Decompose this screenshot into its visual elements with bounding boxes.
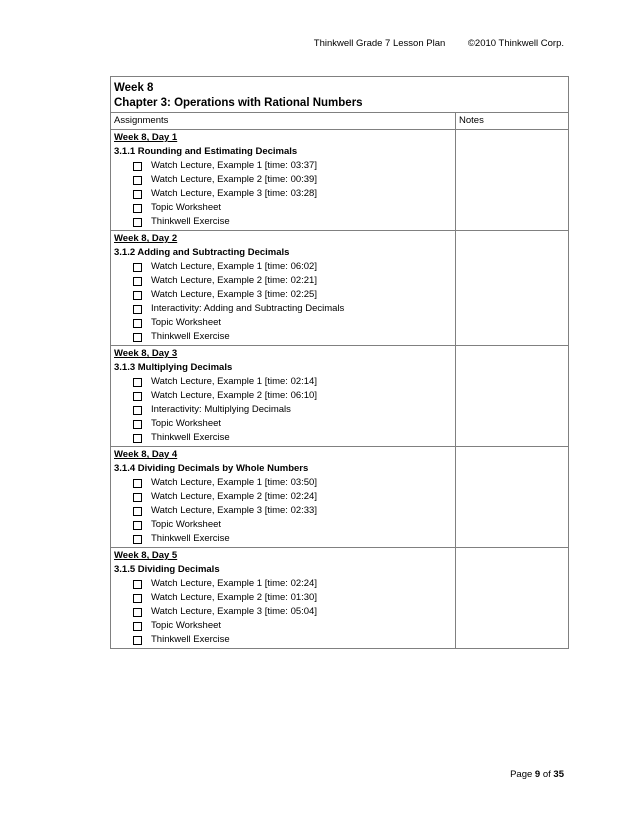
assignment-list: [114, 476, 452, 546]
chapter-title: Chapter 3: Operations with Rational Numbers: [114, 97, 363, 109]
assignment-label: Watch Lecture, Example 3 [time: 03:28]: [151, 188, 317, 199]
day-notes-cell: [456, 548, 569, 649]
day-notes-cell: [456, 346, 569, 447]
topic-title: 3.1.4 Dividing Decimals by Whole Numbers: [114, 463, 309, 474]
topic-title: 3.1.1 Rounding and Estimating Decimals: [114, 146, 298, 157]
assignment-label: Watch Lecture, Example 2 [time: 00:39]: [151, 174, 317, 185]
assignment-item: [133, 274, 452, 288]
assignment-label: Watch Lecture, Example 2 [time: 02:24]: [151, 491, 317, 502]
assignment-label: Watch Lecture, Example 1 [time: 03:50]: [151, 477, 317, 488]
checkbox-icon[interactable]: [133, 521, 142, 530]
topic-title: 3.1.5 Dividing Decimals: [114, 564, 220, 575]
checkbox-icon[interactable]: [133, 190, 142, 199]
assignment-item: [133, 633, 452, 647]
assignment-item: [133, 173, 452, 187]
assignment-list: [114, 375, 452, 445]
page-number: 9: [534, 769, 541, 780]
assignment-item: [133, 431, 452, 445]
assignment-label: Watch Lecture, Example 3 [time: 02:33]: [151, 505, 317, 516]
assignment-item: [133, 330, 452, 344]
assignment-label: Topic Worksheet: [151, 418, 222, 429]
checkbox-icon[interactable]: [133, 204, 142, 213]
assignment-item: [133, 577, 452, 591]
checkbox-icon[interactable]: [133, 507, 142, 516]
assignment-label: Watch Lecture, Example 3 [time: 02:25]: [151, 289, 317, 300]
checkbox-icon[interactable]: [133, 434, 142, 443]
assignment-item: [133, 215, 452, 229]
day-notes-cell: [456, 130, 569, 231]
assignment-item: [133, 375, 452, 389]
day-assignments-cell: [111, 447, 456, 548]
checkbox-icon[interactable]: [133, 263, 142, 272]
assignment-item: [133, 605, 452, 619]
day-title: Week 8, Day 3: [114, 348, 178, 359]
assignment-label: Watch Lecture, Example 3 [time: 05:04]: [151, 606, 317, 617]
assignment-item: [133, 504, 452, 518]
assignment-label: Thinkwell Exercise: [151, 216, 230, 227]
assignment-label: Topic Worksheet: [151, 202, 222, 213]
day-assignments-cell: [111, 548, 456, 649]
day-assignments-cell: [111, 231, 456, 346]
assignment-item: [133, 403, 452, 417]
week-header-cell: [111, 77, 569, 113]
day-assignments-cell: [111, 346, 456, 447]
checkbox-icon[interactable]: [133, 319, 142, 328]
assignment-item: [133, 619, 452, 633]
assignment-item: [133, 490, 452, 504]
day-assignments-cell: [111, 130, 456, 231]
checkbox-icon[interactable]: [133, 277, 142, 286]
notes-header: Notes: [456, 113, 569, 130]
day-title: Week 8, Day 4: [114, 449, 178, 460]
page-footer: [510, 769, 564, 780]
assignment-label: Thinkwell Exercise: [151, 634, 230, 645]
assignment-item: [133, 201, 452, 215]
checkbox-icon[interactable]: [133, 622, 142, 631]
copyright: ©2010 Thinkwell Corp.: [467, 38, 564, 49]
checkbox-icon[interactable]: [133, 392, 142, 401]
assignment-label: Thinkwell Exercise: [151, 432, 230, 443]
assignment-item: [133, 288, 452, 302]
checkbox-icon[interactable]: [133, 535, 142, 544]
assignment-list: [114, 577, 452, 647]
day-row: [111, 447, 569, 548]
assignments-header: Assignments: [111, 113, 456, 130]
checkbox-icon[interactable]: [133, 333, 142, 342]
assignment-label: Watch Lecture, Example 1 [time: 02:24]: [151, 578, 317, 589]
checkbox-icon[interactable]: [133, 594, 142, 603]
topic-title: 3.1.2 Adding and Subtracting Decimals: [114, 247, 290, 258]
assignment-label: Topic Worksheet: [151, 620, 222, 631]
assignment-label: Interactivity: Adding and Subtracting Decimals: [151, 303, 345, 314]
checkbox-icon[interactable]: [133, 479, 142, 488]
assignment-item: [133, 389, 452, 403]
day-title: Week 8, Day 2: [114, 233, 178, 244]
checkbox-icon[interactable]: [133, 378, 142, 387]
day-notes-cell: [456, 447, 569, 548]
doc-title: Thinkwell Grade 7 Lesson Plan: [313, 38, 446, 49]
assignment-item: [133, 476, 452, 490]
day-notes-cell: [456, 231, 569, 346]
checkbox-icon[interactable]: [133, 162, 142, 171]
assignment-item: [133, 302, 452, 316]
assignment-label: Interactivity: Multiplying Decimals: [151, 404, 291, 415]
assignment-item: [133, 316, 452, 330]
assignment-item: [133, 187, 452, 201]
assignment-label: Topic Worksheet: [151, 519, 222, 530]
checkbox-icon[interactable]: [133, 291, 142, 300]
page-header: [294, 38, 564, 49]
day-title: Week 8, Day 1: [114, 132, 178, 143]
checkbox-icon[interactable]: [133, 420, 142, 429]
assignment-label: Watch Lecture, Example 2 [time: 06:10]: [151, 390, 317, 401]
assignment-item: [133, 260, 452, 274]
week-header-row: [111, 77, 569, 113]
assignment-label: Watch Lecture, Example 1 [time: 02:14]: [151, 376, 317, 387]
checkbox-icon[interactable]: [133, 305, 142, 314]
checkbox-icon[interactable]: [133, 493, 142, 502]
checkbox-icon[interactable]: [133, 218, 142, 227]
assignment-label: Watch Lecture, Example 2 [time: 01:30]: [151, 592, 317, 603]
assignment-label: Watch Lecture, Example 1 [time: 06:02]: [151, 261, 317, 272]
assignment-label: Thinkwell Exercise: [151, 533, 230, 544]
total-pages: 35: [553, 769, 564, 780]
assignment-item: [133, 518, 452, 532]
day-row: [111, 346, 569, 447]
assignment-label: Watch Lecture, Example 1 [time: 03:37]: [151, 160, 317, 171]
assignment-label: Watch Lecture, Example 2 [time: 02:21]: [151, 275, 317, 286]
assignment-list: [114, 260, 452, 344]
lesson-plan-table: [110, 76, 569, 649]
day-row: [111, 548, 569, 649]
checkbox-icon[interactable]: [133, 406, 142, 415]
page-word: Page: [510, 769, 533, 780]
of-word: of: [542, 769, 551, 780]
topic-title: 3.1.3 Multiplying Decimals: [114, 362, 233, 373]
assignment-label: Topic Worksheet: [151, 317, 222, 328]
assignment-item: [133, 159, 452, 173]
assignment-list: [114, 159, 452, 229]
assignment-item: [133, 591, 452, 605]
checkbox-icon[interactable]: [133, 608, 142, 617]
column-header-row: [111, 113, 569, 130]
day-row: [111, 130, 569, 231]
checkbox-icon[interactable]: [133, 636, 142, 645]
checkbox-icon[interactable]: [133, 176, 142, 185]
day-row: [111, 231, 569, 346]
week-title: Week 8: [114, 82, 154, 94]
day-title: Week 8, Day 5: [114, 550, 178, 561]
assignment-item: [133, 417, 452, 431]
assignment-item: [133, 532, 452, 546]
checkbox-icon[interactable]: [133, 580, 142, 589]
assignment-label: Thinkwell Exercise: [151, 331, 230, 342]
